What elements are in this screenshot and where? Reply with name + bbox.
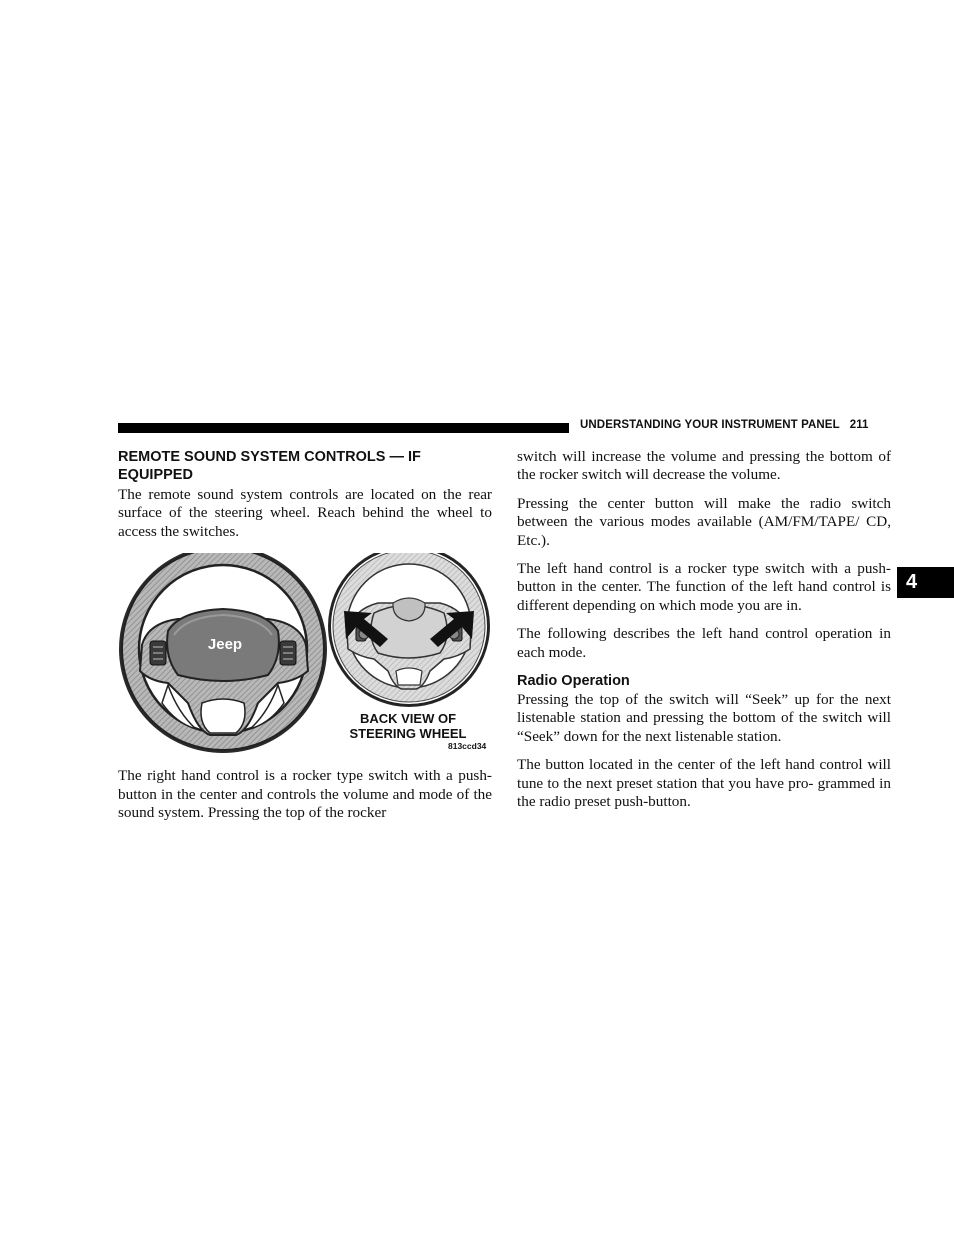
right-control-paragraph: The right hand control is a rocker type switch with a push-button in the center and controls the volume and mode of the sound system. Pressing the top of the rocker	[118, 767, 492, 822]
steering-wheel-figure	[118, 553, 492, 758]
steering-wheel-front-icon	[119, 553, 327, 753]
center-button-paragraph: Pressing the center button will make the radio switch between the various modes available (AM/FM/TAPE/ CD, Etc.).	[517, 494, 891, 549]
radio-operation-heading: Radio Operation	[517, 673, 630, 690]
intro-paragraph: The remote sound system controls are located on the rear surface of the steering wheel. Reach behind the wheel to access the switches.	[118, 486, 492, 540]
continue-paragraph: switch will increase the volume and pressing the bottom of the rocker switch will decrease the volume.	[517, 448, 891, 484]
figure-code: 813ccd34	[448, 741, 487, 752]
jeep-logo: Jeep	[207, 636, 243, 654]
radio-button-paragraph: The button located in the center of the left hand control will tune to the next preset station that you have pro- grammed in the radio preset push-button.	[517, 756, 891, 811]
following-paragraph: The following describes the left hand control operation in each mode.	[517, 625, 891, 661]
running-header	[580, 419, 869, 431]
page-number: 211	[849, 419, 869, 431]
header-rule	[118, 423, 569, 433]
left-control-paragraph: The left hand control is a rocker type switch with a push-button in the center. The function of the left hand control is different depending on which mode you are in.	[517, 560, 891, 614]
section-heading: REMOTE SOUND SYSTEM CONTROLS — IF EQUIPPED	[118, 449, 421, 483]
chapter-tab: 4	[897, 567, 954, 598]
radio-seek-paragraph: Pressing the top of the switch will “Seek” up for the next listenable station and pressing the bottom of the switch will “Seek” down for the next listenable station.	[517, 691, 891, 745]
right-column	[517, 448, 891, 822]
left-column	[118, 448, 492, 832]
header-title: UNDERSTANDING YOUR INSTRUMENT PANEL	[580, 419, 840, 431]
figure-caption: BACK VIEW OF STEERING WHEEL	[349, 711, 467, 742]
